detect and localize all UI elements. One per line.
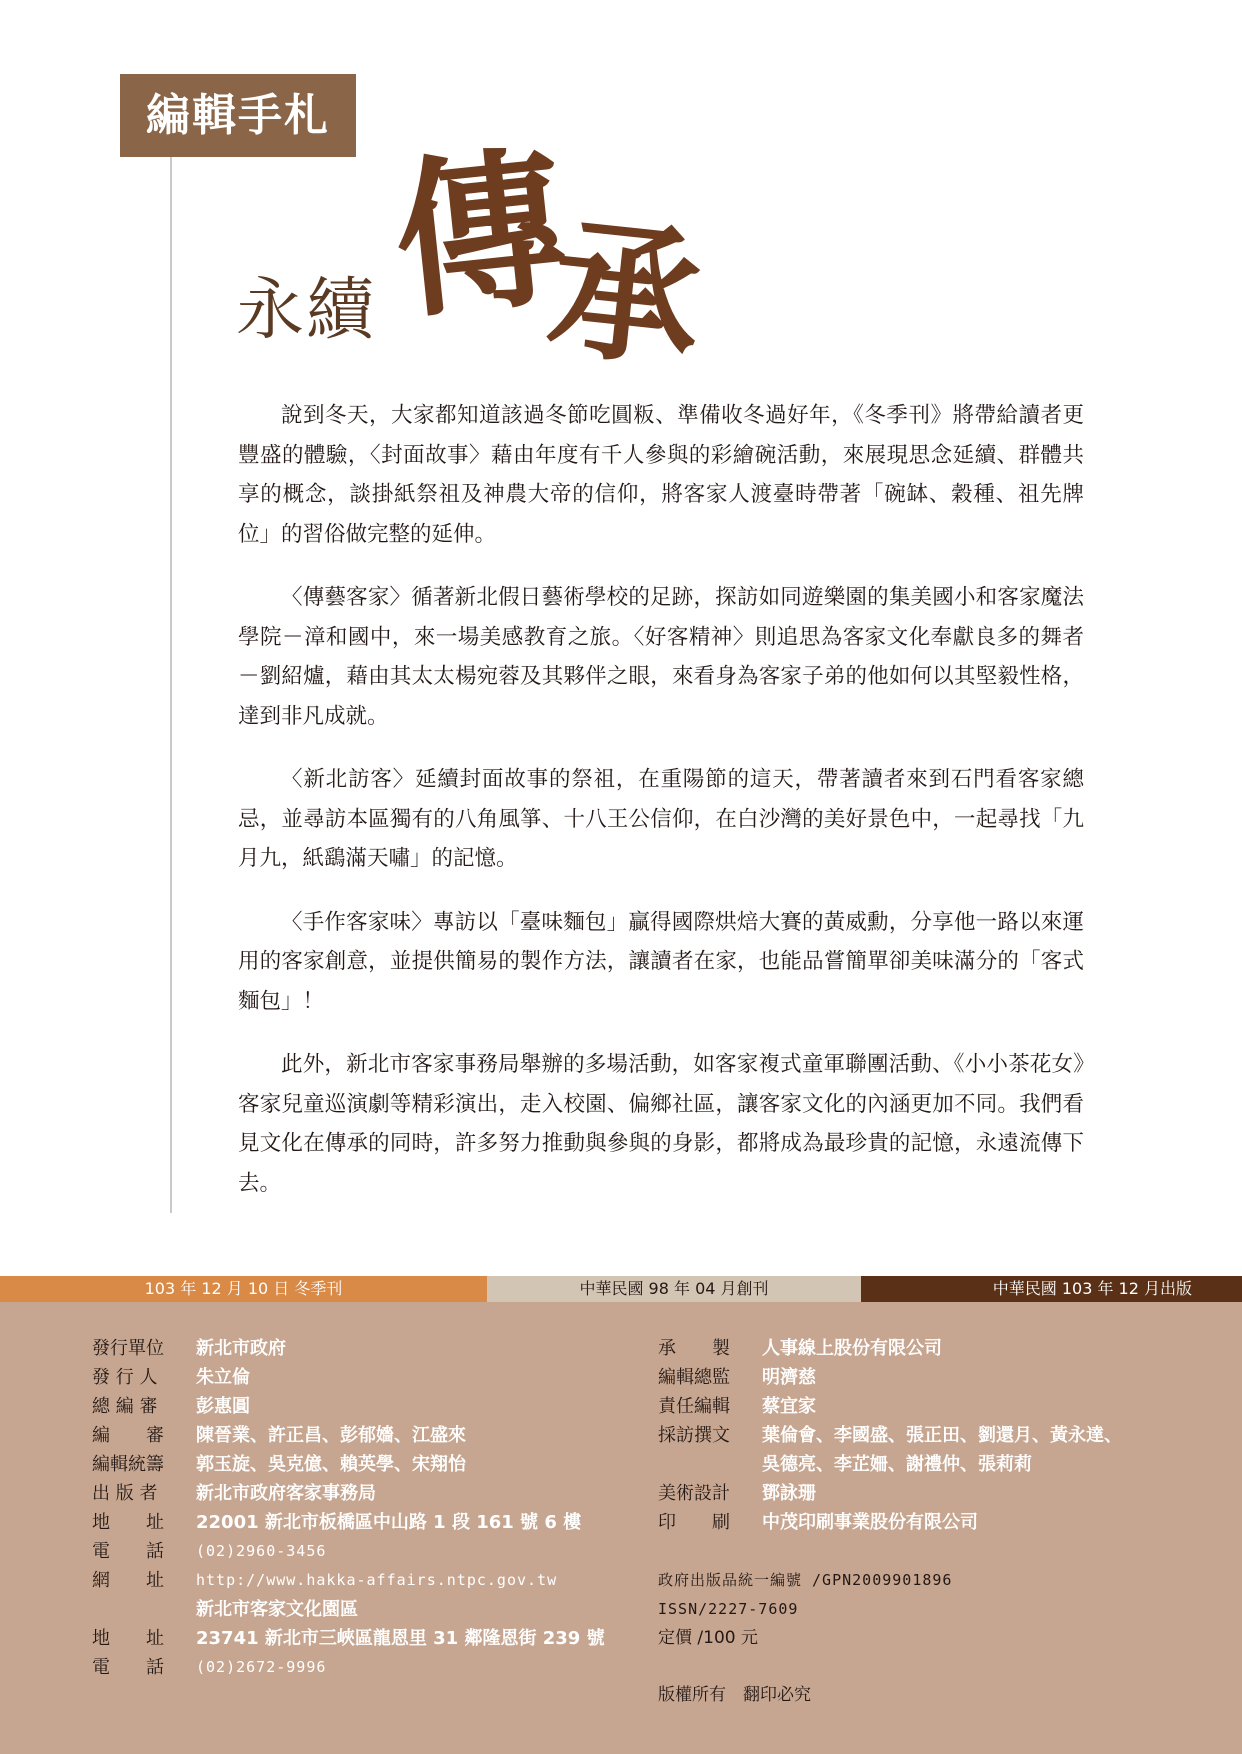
colophon-value: 鄧詠珊 xyxy=(762,1483,816,1504)
colophon-row xyxy=(658,1479,952,1508)
colophon-label: 責任編輯 xyxy=(658,1396,730,1417)
colophon-label: 總 編 審 xyxy=(92,1396,158,1417)
colophon-label: 地 址 xyxy=(92,1628,164,1649)
price: 定價 /100 元 xyxy=(658,1628,758,1648)
address-value: 23741 新北市三峽區龍恩里 31 鄰隆恩街 239 號 xyxy=(196,1628,605,1649)
colophon-row xyxy=(658,1450,1032,1479)
colophon-value: 吳德亮、李芷姍、謝禮仲、張莉莉 xyxy=(762,1454,1032,1475)
colophon-label: 印 刷 xyxy=(658,1512,730,1533)
colophon-value: 彭惠圓 xyxy=(196,1396,250,1417)
colophon-value: 蔡宜家 xyxy=(762,1396,816,1417)
colophon xyxy=(0,1302,1242,1754)
title-char-1: 傳 xyxy=(385,126,576,344)
colophon-value: 明濟慈 xyxy=(762,1367,816,1388)
issn-number: ISSN/2227-7609 xyxy=(658,1600,799,1618)
colophon-label: 電 話 xyxy=(92,1657,164,1678)
colophon-row xyxy=(658,1421,1122,1450)
colophon-value: 朱立倫 xyxy=(196,1367,250,1388)
founded-band: 中華民國 98 年 04 月創刊 xyxy=(487,1276,861,1302)
colophon-row xyxy=(658,1508,978,1537)
colophon-value: 人事線上股份有限公司 xyxy=(762,1338,942,1359)
paragraph: 〈傳藝客家〉循著新北假日藝術學校的足跡，探訪如同遊樂園的集美國小和客家魔法學院－漳和國中，來一場美感教育之旅。〈好客精神〉則追思為客家文化奉獻良多的舞者－劉紹爐，藉由其太太楊宛蓉及其夥伴之眼，來看身為客家子弟的他如何以其堅毅性格，達到非凡成就。 xyxy=(238,585,1084,729)
colophon-value: 新北市客家文化園區 xyxy=(196,1599,358,1620)
copyright-notice: 版權所有 翻印必究 xyxy=(658,1685,811,1705)
paragraph: 此外，新北市客家事務局舉辦的多場活動，如客家複式童軍聯團活動、《小小茶花女》客家兒童巡演劇等精彩演出，走入校園、偏鄉社區，讓客家文化的內涵更加不同。我們看見文化在傳承的同時，許多努力推動與參與的身影，都將成為最珍貴的記憶，永遠流傳下去。 xyxy=(238,1052,1084,1196)
colophon-value: 新北市政府客家事務局 xyxy=(196,1483,376,1504)
colophon-row xyxy=(658,1334,952,1363)
spacer xyxy=(658,1653,952,1681)
colophon-label: 美術設計 xyxy=(658,1483,730,1504)
title-small: 永續 xyxy=(236,271,377,350)
paragraph: 〈新北訪客〉延續封面故事的祭祖，在重陽節的這天，帶著讀者來到石門看客家總忌，並尋訪本區獨有的八角風箏、十八王公信仰，在白沙灣的美好景色中，一起尋找「九月九，紙鷂滿天嘯」的記憶。 xyxy=(238,767,1084,871)
colophon-label: 地 址 xyxy=(92,1512,164,1533)
colophon-value: 葉倫會、李國盛、張正田、劉還月、黃永達、 xyxy=(762,1425,1122,1446)
colophon-label: 承 製 xyxy=(658,1338,730,1359)
colophon-value: 新北市政府 xyxy=(196,1338,286,1359)
colophon-label: 編輯統籌 xyxy=(92,1454,164,1475)
colophon-row xyxy=(658,1363,952,1392)
published-band: 中華民國 103 年 12 月出版 xyxy=(861,1276,1242,1302)
paragraph: 〈手作客家味〉專訪以「臺味麵包」贏得國際烘焙大賽的黃威勳，分享他一路以來運用的客家創意，並提供簡易的製作方法，讓讀者在家，也能品嘗簡單卻美味滿分的「客式麵包」！ xyxy=(238,909,1084,1014)
spacer xyxy=(658,1537,952,1566)
article-body xyxy=(238,396,1084,1227)
vertical-rule xyxy=(170,157,172,1213)
title-char-2: 承 xyxy=(541,199,709,391)
colophon-label: 電 話 xyxy=(92,1541,164,1562)
phone-value: (02)2960-3456 xyxy=(196,1542,327,1560)
paragraph: 說到冬天，大家都知道該過冬節吃圓粄、準備收冬過好年，《冬季刊》將帶給讀者更豐盛的體驗，〈封面故事〉藉由年度有千人參與的彩繪碗活動，來展現思念延續、群體共享的概念，談掛紙祭祖及神農大帝的信仰，將客家人渡臺時帶著「碗缽、穀種、祖先牌位」的習俗做完整的延伸。 xyxy=(238,403,1084,547)
issue-date-band: 103 年 12 月 10 日 冬季刊 xyxy=(0,1276,487,1302)
website-link[interactable]: http://www.hakka-affairs.ntpc.gov.tw xyxy=(196,1571,558,1589)
colophon-label: 發 行 人 xyxy=(92,1367,158,1388)
colophon-label: 編輯總監 xyxy=(658,1367,730,1388)
colophon-value: 中茂印刷事業股份有限公司 xyxy=(762,1512,978,1533)
colophon-right xyxy=(658,1334,1122,1710)
phone-value: (02)2672-9996 xyxy=(196,1658,327,1676)
address-value: 22001 新北市板橋區中山路 1 段 161 號 6 樓 xyxy=(196,1512,582,1533)
colophon-value: 陳晉業、許正昌、彭郁嬙、江盛來 xyxy=(196,1425,466,1446)
colophon-row xyxy=(658,1392,952,1421)
section-tag: 編輯手札 xyxy=(120,74,356,157)
gpn-number: 政府出版品統一編號 /GPN2009901896 xyxy=(658,1571,953,1589)
colophon-label: 編 審 xyxy=(92,1425,164,1446)
colophon-label: 網 址 xyxy=(92,1570,164,1591)
colophon-label: 發行單位 xyxy=(92,1338,164,1359)
colophon-label: 出 版 者 xyxy=(92,1483,158,1504)
colophon-value: 郭玉旋、吳克億、賴英學、宋翔怡 xyxy=(196,1454,466,1475)
colophon-label: 採訪撰文 xyxy=(658,1425,730,1446)
